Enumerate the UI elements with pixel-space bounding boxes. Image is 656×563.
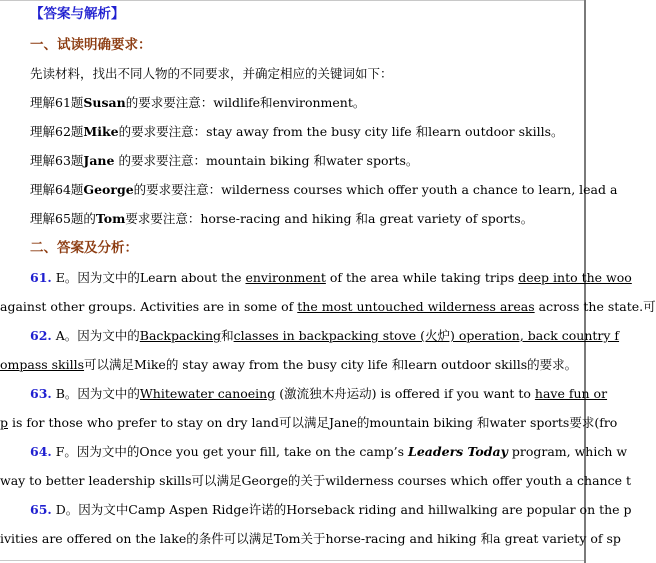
program-name: Leaders Today [408,444,508,459]
answer-number: 61. [30,270,52,285]
answer-text: A。因为文中的 [55,328,140,343]
answer-number: 62. [30,328,52,343]
answer-text: across the state.可 [534,299,656,314]
req-name: George [83,182,134,197]
answer-63-line1 [30,386,608,402]
underlined-keyword: ompass skills [0,357,85,372]
bottom-border [0,560,584,561]
answer-text: B。因为文中的 [55,386,140,401]
requirement-line-61 [30,95,365,111]
req-text: horse-racing and hiking 和a great variety of sports。 [200,211,534,226]
top-border [0,0,584,1]
answer-text: ivities are offered on the lake的条件可以满足Tom关于horse-racing and hiking 和a great variety of sp [0,531,621,546]
section1-intro: 先读材料，找出不同人物的不同要求，并确定相应的关键词如下： [30,66,393,81]
answer-text: E。因为文中的Learn about the [55,270,246,285]
answer-title: 【答案与解析】 [30,6,125,22]
underlined-keyword: classes in backpacking stove (火炉) operation, back country f [233,328,620,343]
req-prefix: 理解61题 [30,95,84,110]
req-mid: 的要求要注意： [118,124,207,139]
req-text: mountain biking 和water sports。 [205,153,419,168]
answer-number: 65. [30,502,52,517]
answer-number: 64. [30,444,52,459]
answer-text: of the area while taking trips [325,270,519,285]
req-name: Jane [83,153,115,168]
req-mid: 的要求要注意： [133,182,222,197]
section1-heading: 一、试读明确要求： [30,37,152,53]
answer-text: program, which w [507,444,628,459]
req-text: wildlife和environment。 [213,95,366,110]
req-name: Tom [95,211,126,226]
req-text: stay away from the busy city life 和learn outdoor skills。 [206,124,564,139]
underlined-keyword: Backpacking [139,328,222,343]
req-prefix: 理解64题 [30,182,84,197]
answer-61-line1 [30,270,632,286]
req-prefix: 理解63题 [30,153,84,168]
underlined-keyword: environment [245,270,326,285]
answer-text: is for those who prefer to stay on dry land可以满足Jane的mountain biking 和water sports要求(fro [8,415,618,430]
answer-number: 63. [30,386,52,401]
req-name: Susan [83,95,126,110]
req-mid: 的要求要注意： [125,95,214,110]
answer-text: against other groups. Activities are in some of [0,299,298,314]
answer-62-line2 [0,357,577,373]
answer-61-line2 [0,299,656,315]
underlined-keyword: deep into the woo [518,270,632,285]
requirement-line-63 [30,153,418,169]
requirement-line-65 [30,211,533,227]
underlined-keyword: p [0,415,9,430]
requirement-line-64 [30,182,618,198]
requirement-line-62 [30,124,564,140]
answer-64-line2 [0,473,632,489]
underlined-keyword: have fun or [534,386,608,401]
req-prefix: 理解62题 [30,124,84,139]
underlined-keyword: the most untouched wilderness areas [297,299,535,314]
req-mid: 的要求要注意： [114,153,206,168]
req-mid: 要求要注意： [125,211,201,226]
answer-text: 可以满足Mike的 stay away from the busy city life 和learn outdoor skills的要求。 [84,357,578,372]
answer-63-line2 [0,415,618,431]
answer-text: D。因为文中Camp Aspen Ridge许诺的Horseback riding and hillwalking are popular on the p [55,502,632,517]
answer-text: (激流独木舟运动) is offered if you want to [275,386,535,401]
answer-65-line1 [30,502,632,518]
underlined-keyword: Whitewater canoeing [139,386,276,401]
section2-heading: 二、答案及分析： [30,240,138,256]
req-text: wilderness courses which offer youth a chance to learn, lead a [221,182,618,197]
answer-64-line1 [30,444,628,460]
req-name: Mike [83,124,119,139]
answer-62-line1 [30,328,620,344]
answer-text: way to better leadership skills可以满足George的关于wilderness courses which offer youth a chance t [0,473,632,488]
answer-text: 和 [221,328,234,343]
answer-text: F。因为文中的Once you get your fill, take on the camp’s [55,444,409,459]
answer-65-line2 [0,531,621,547]
req-prefix: 理解65题的 [30,211,96,226]
